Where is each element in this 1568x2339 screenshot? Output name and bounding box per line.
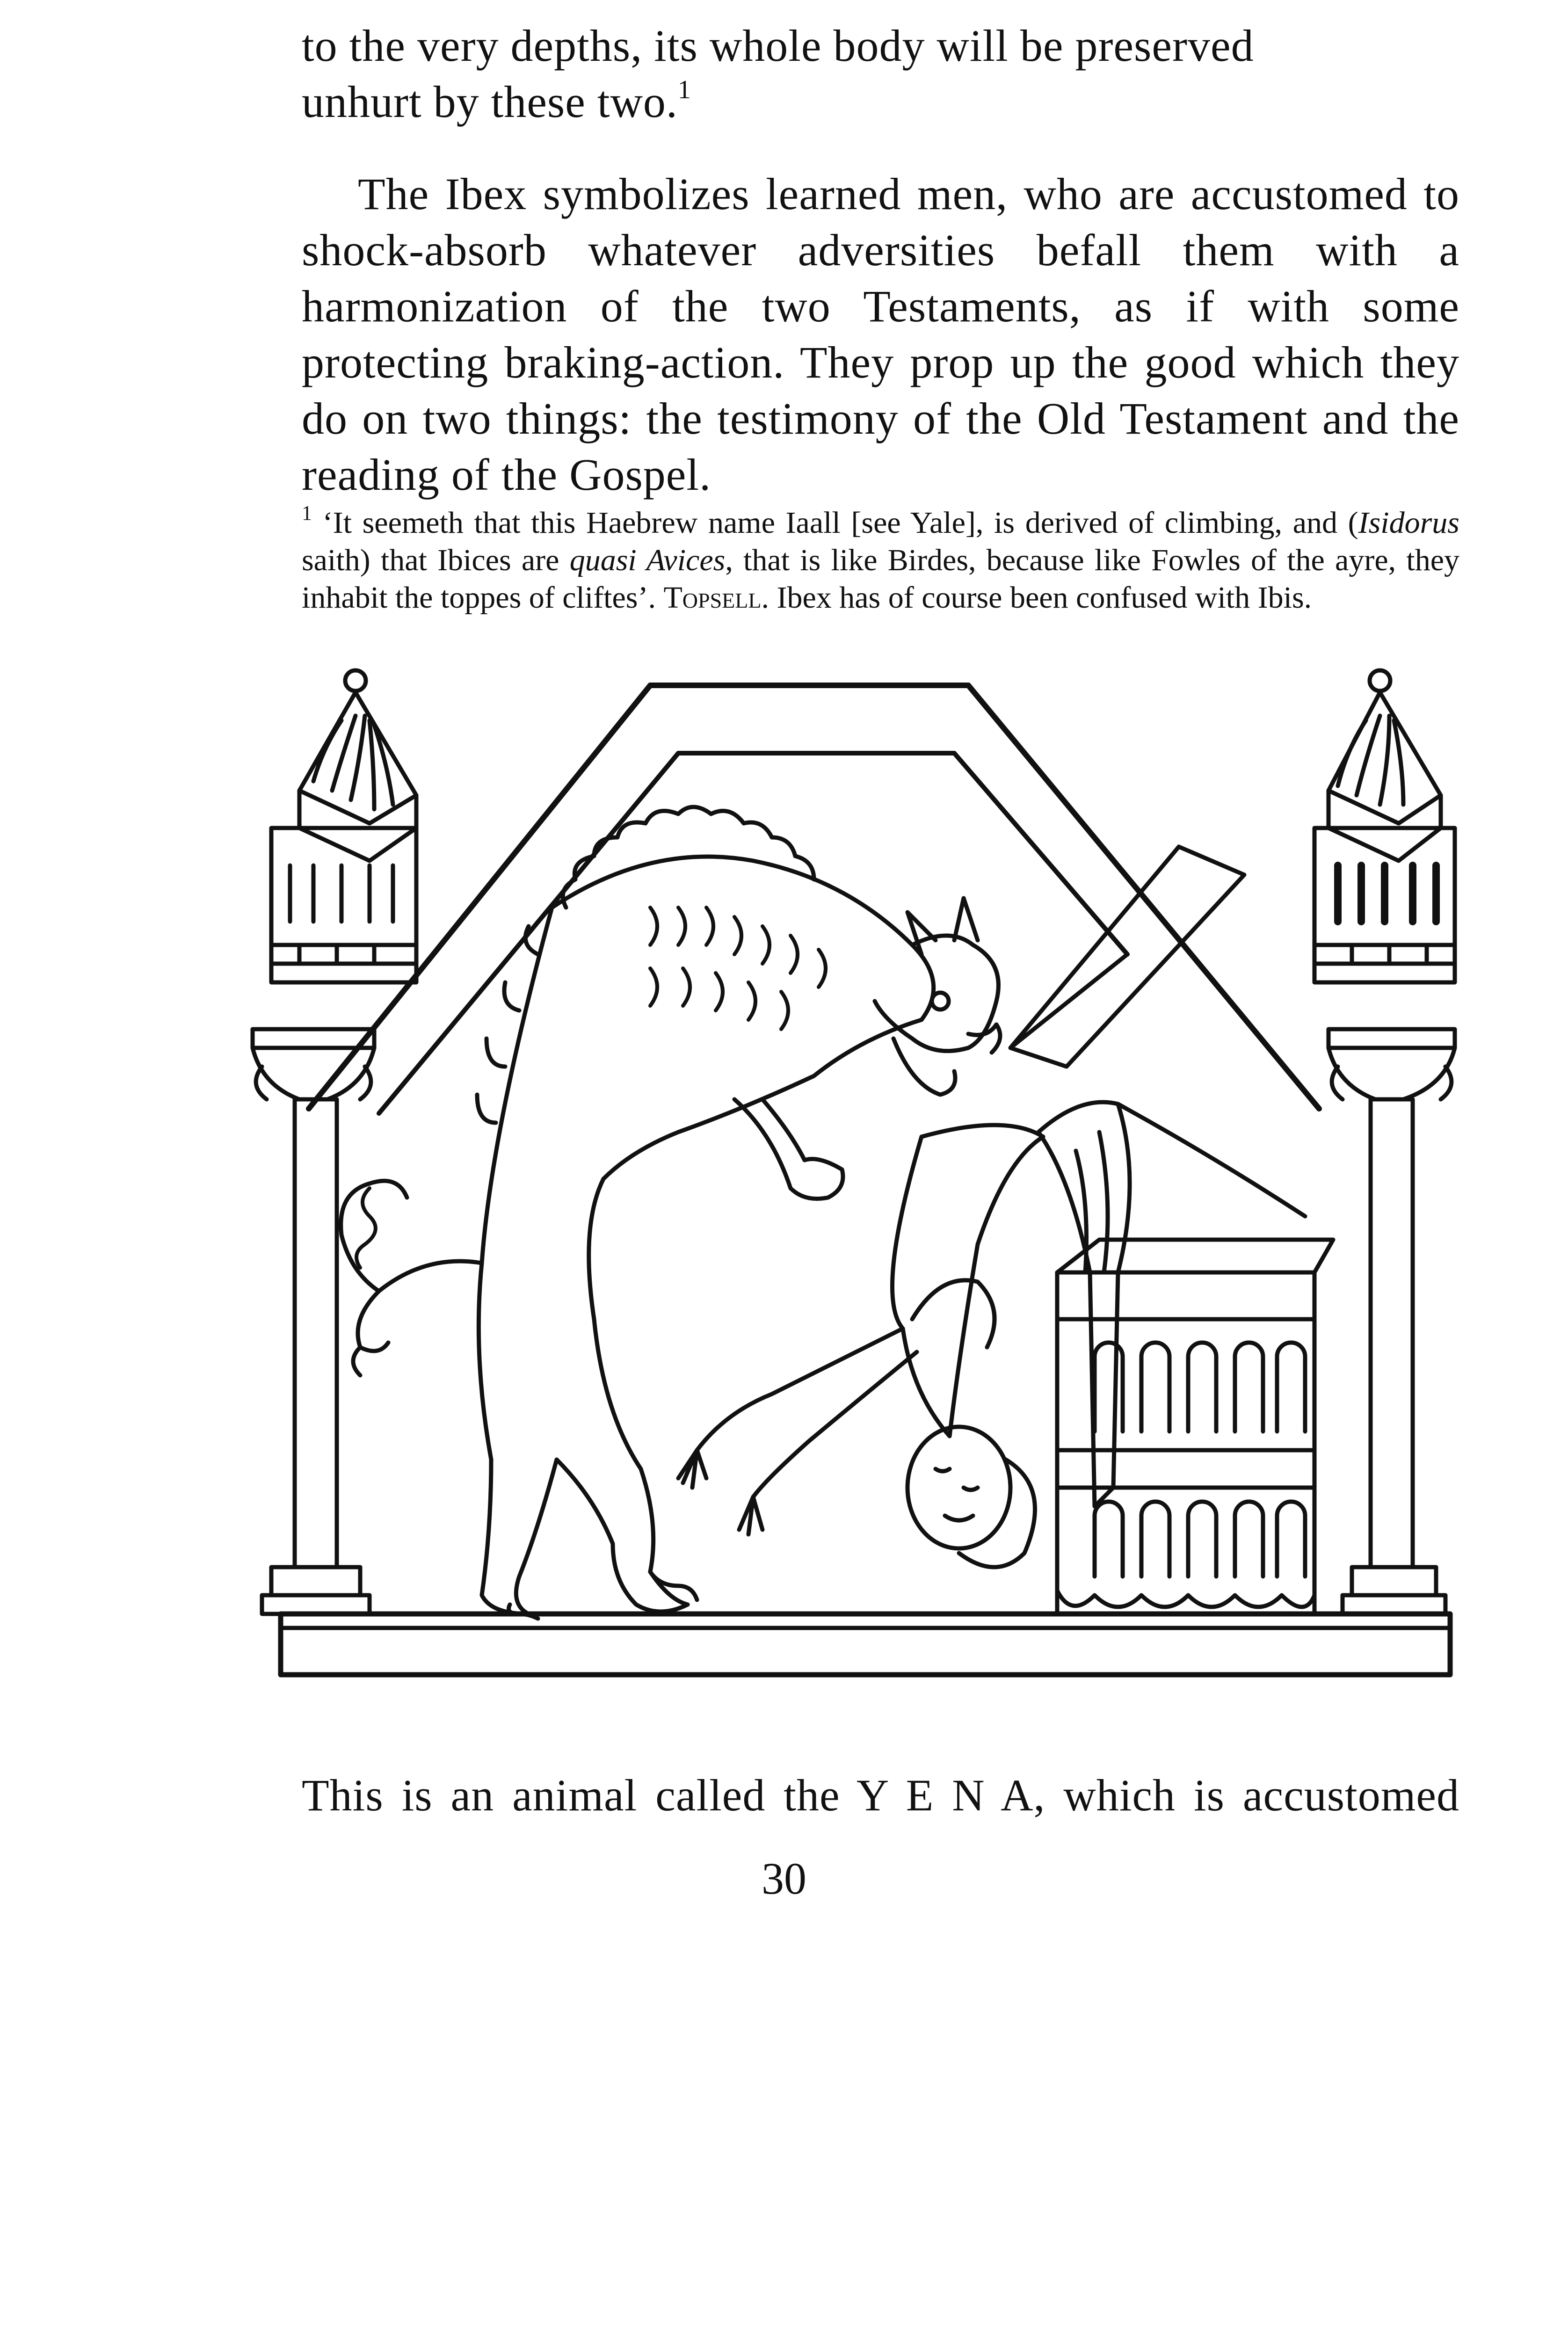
yena-illustration [182,664,1474,1759]
yena-line: This is an animal called the Y E N A, which is accustomed [302,1770,1459,1820]
intro-line-2: unhurt by these two. [302,77,678,127]
footnote-topsell: Topsell. [663,581,769,615]
footnote [302,501,1459,617]
footnote-text-3: , that is like Birdes, because like Fowles of the ayre, they inhabit the toppes of cliftes’. [302,543,1459,615]
ibex-paragraph: The Ibex symbolizes learned men, who are accustomed to shock-absorb whatever adversities befall them with a harmonization of the two Testaments, as if with some protecting braking-action. They prop up the good which they do on two things: the testimony of the Old Testament and the reading of the Gospel. [302,169,1459,500]
footnote-marker: 1 [302,501,312,524]
right-tower [1314,670,1455,1614]
left-tower [253,670,416,1614]
page-number: 30 [762,1853,806,1903]
frame-base [281,1614,1450,1675]
footnote-reference: 1 [677,75,691,104]
footnote-text-1: ‘It seemeth that this Haebrew name Iaall [see Yale], is derived of climbing, and ( [322,506,1358,540]
roof-gable [309,685,1319,1113]
footnote-text-4: Ibex has of course been confused with Ibis. [769,581,1312,615]
tomb-bed [1038,1102,1333,1614]
corpse-figure [678,1125,1043,1567]
footnote-quasi-avices: quasi Avices [569,543,726,577]
continuation-paragraph [302,18,1459,130]
footnote-isidorus: Isidorus [1358,506,1459,540]
footnote-text-2: saith) that Ibices are [302,543,570,577]
intro-line-1: to the very depths, its whole body will be preserved [302,21,1254,71]
